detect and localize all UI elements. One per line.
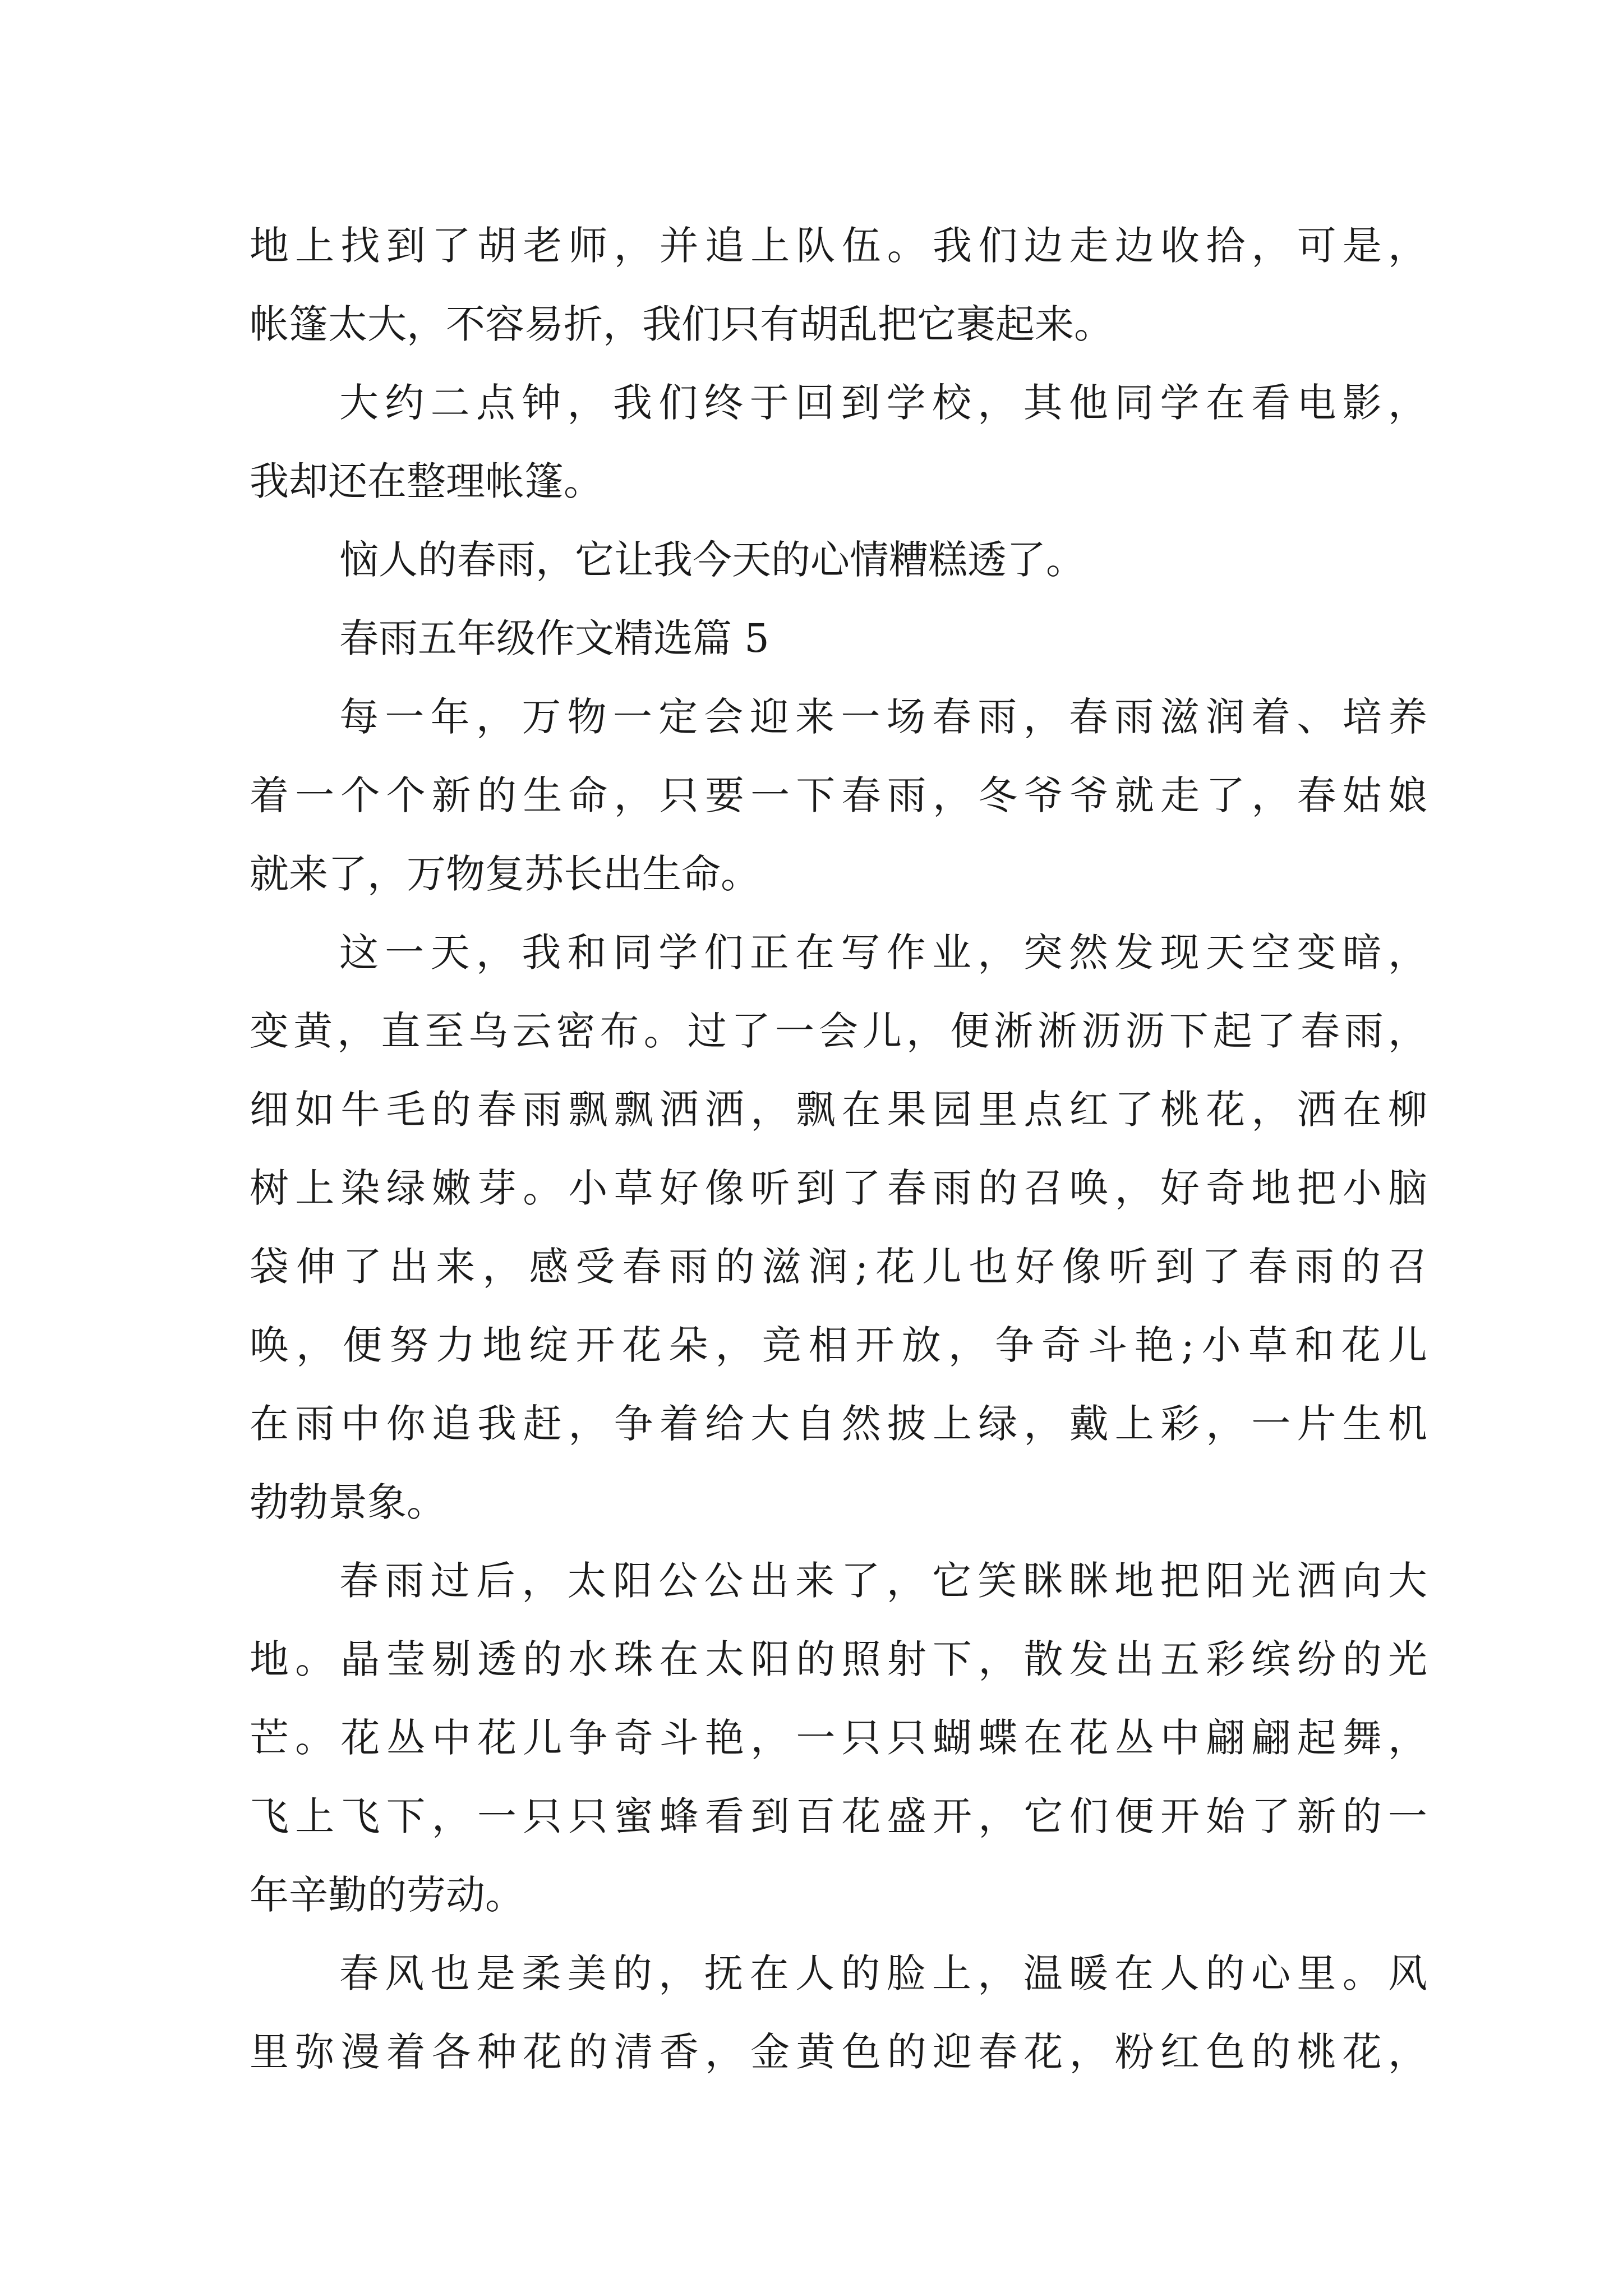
text-line: 就来了，万物复苏长出生命。 — [250, 851, 760, 897]
paragraph — [250, 1934, 1427, 2091]
text-line: 唤，便努力地绽开花朵，竞相开放，争奇斗艳;小草和花儿 — [250, 1322, 1427, 1368]
text-line: 春雨过后，太阳公公出来了，它笑眯眯地把阳光洒向大 — [339, 1558, 1427, 1604]
paragraph — [250, 678, 1427, 913]
paragraph — [250, 206, 1427, 364]
paragraph — [250, 913, 1427, 1542]
text-line: 帐篷太大，不容易折，我们只有胡乱把它裹起来。 — [250, 301, 1113, 347]
text-line: 每一年，万物一定会迎来一场春雨，春雨滋润着、培养 — [339, 694, 1427, 740]
text-line: 芒。花丛中花儿争奇斗艳，一只只蝴蝶在花丛中翩翩起舞， — [250, 1715, 1427, 1761]
body-text — [250, 206, 1427, 2091]
text-line: 着一个个新的生命，只要一下春雨，冬爷爷就走了，春姑娘 — [250, 772, 1427, 818]
text-line: 细如牛毛的春雨飘飘洒洒，飘在果园里点红了桃花，洒在柳 — [250, 1087, 1427, 1133]
paragraph — [250, 521, 1427, 599]
text-line: 年辛勤的劳动。 — [250, 1872, 524, 1918]
text-line: 春风也是柔美的，抚在人的脸上，温暖在人的心里。风 — [339, 1950, 1427, 1996]
paragraph — [250, 1542, 1427, 1934]
text-line: 飞上飞下，一只只蜜蜂看到百花盛开，它们便开始了新的一 — [250, 1793, 1427, 1839]
text-line: 勃勃景象。 — [250, 1479, 446, 1525]
text-line: 大约二点钟，我们终于回到学校，其他同学在看电影， — [339, 380, 1427, 426]
text-line: 恼人的春雨，它让我今天的心情糟糕透了。 — [339, 537, 1085, 583]
text-line: 树上染绿嫩芽。小草好像听到了春雨的召唤，好奇地把小脑 — [250, 1165, 1427, 1211]
paragraph — [250, 364, 1427, 521]
text-line: 地。晶莹剔透的水珠在太阳的照射下，散发出五彩缤纷的光 — [250, 1636, 1427, 1682]
text-line: 在雨中你追我赶，争着给大自然披上绿，戴上彩，一片生机 — [250, 1401, 1427, 1447]
text-line: 我却还在整理帐篷。 — [250, 458, 603, 504]
text-line: 春雨五年级作文精选篇 5 — [339, 615, 769, 661]
text-line: 变黄，直至乌云密布。过了一会儿，便淅淅沥沥下起了春雨， — [250, 1008, 1427, 1054]
text-line: 袋伸了出来，感受春雨的滋润;花儿也好像听到了春雨的召 — [250, 1244, 1427, 1290]
section-heading — [250, 599, 1427, 678]
text-line: 里弥漫着各种花的清香，金黄色的迎春花，粉红色的桃花， — [250, 2029, 1427, 2075]
text-line: 地上找到了胡老师，并追上队伍。我们边走边收拾，可是， — [250, 223, 1427, 269]
text-line: 这一天，我和同学们正在写作业，突然发现天空变暗， — [339, 930, 1427, 976]
